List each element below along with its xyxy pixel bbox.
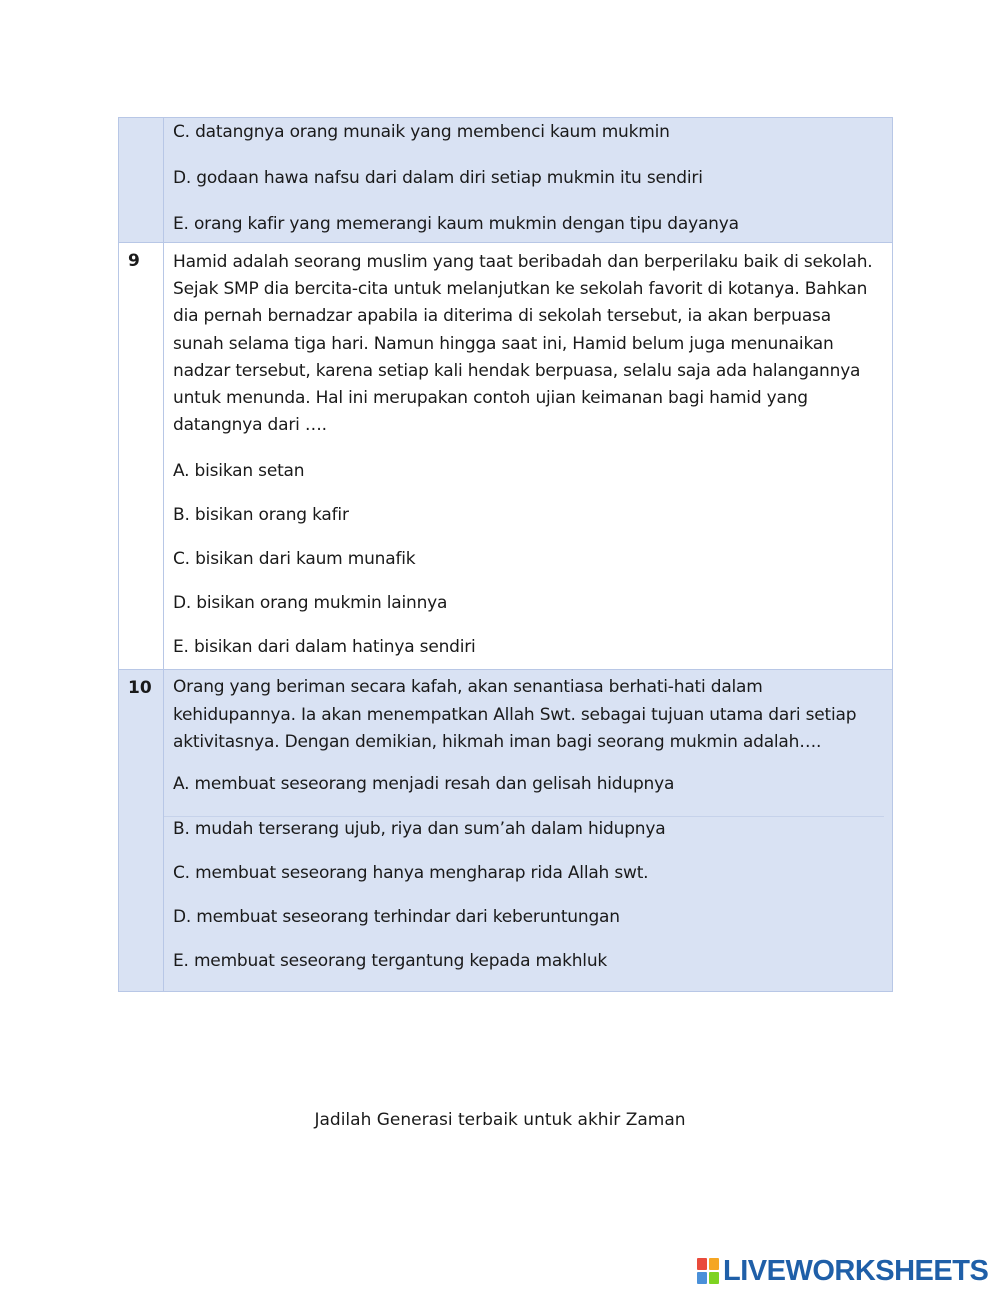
option-a[interactable]: A. bisikan setan xyxy=(173,461,305,482)
logo-block-icon xyxy=(709,1272,719,1284)
brand-name: LIVEWORKSHEETS xyxy=(723,1254,989,1287)
brand-logo[interactable] xyxy=(697,1256,988,1286)
option-d[interactable]: D. bisikan orang mukmin lainnya xyxy=(173,593,448,614)
question-content-cell xyxy=(164,243,893,670)
question-table xyxy=(118,117,893,992)
option-e[interactable]: E. bisikan dari dalam hatinya sendiri xyxy=(173,637,476,658)
question-number-cell xyxy=(119,670,164,992)
option-c[interactable]: C. datangnya orang munaik yang membenci kaum mukmin xyxy=(173,122,670,142)
question-stem: Hamid adalah seorang muslim yang taat beribadah dan berperilaku baik di sekolah. Sejak SMP dia bercita-cita untuk melanjutkan ke sekolah favorit di kotanya. Bahkan dia pernah bernadzar apabila ia diterima di sekolah tersebut, ia akan berpuasa sunah selama tiga hari. Namun hingga saat ini, Hamid belum juga menunaikan nadzar tersebut, karena setiap kali hendak berpuasa, selalu saja ada halangannya untuk menunda. Hal ini merupakan contoh ujian keimanan bagi hamid yang datangnya dari …. xyxy=(173,252,873,436)
option-a[interactable]: A. membuat seseorang menjadi resah dan gelisah hidupnya xyxy=(173,774,675,795)
liveworksheets-icon xyxy=(697,1258,719,1284)
option-c[interactable]: C. membuat seseorang hanya mengharap rida Allah swt. xyxy=(173,863,649,884)
option-d[interactable]: D. godaan hawa nafsu dari dalam diri setiap mukmin itu sendiri xyxy=(173,168,703,188)
question-number: 10 xyxy=(128,678,152,699)
question-content-cell xyxy=(164,670,893,992)
question-number-cell xyxy=(119,243,164,670)
question-row-9 xyxy=(119,243,893,670)
question-stem: Orang yang beriman secara kafah, akan senantiasa berhati-hati dalam kehidupannya. Ia akan menempatkan Allah Swt. sebagai tujuan utama dari setiap aktivitasnya. Dengan demikian, hikmah iman bagi seorang mukmin adalah…. xyxy=(173,677,857,752)
question-row-10 xyxy=(119,670,893,992)
option-b[interactable]: B. mudah terserang ujub, riya dan sum’ah dalam hidupnya xyxy=(173,819,666,840)
question-number xyxy=(119,118,163,126)
logo-block-icon xyxy=(697,1258,707,1270)
question-number-cell xyxy=(119,118,164,243)
option-e[interactable]: E. membuat seseorang tergantung kepada makhluk xyxy=(173,951,608,972)
logo-block-icon xyxy=(709,1258,719,1270)
question-row-8-continued xyxy=(119,118,893,243)
question-content-cell xyxy=(164,118,893,243)
logo-block-icon xyxy=(697,1272,707,1284)
footer-motto: Jadilah Generasi terbaik untuk akhir Zaman xyxy=(314,1110,686,1130)
option-d[interactable]: D. membuat seseorang terhindar dari keberuntungan xyxy=(173,907,620,928)
question-number: 9 xyxy=(128,251,140,271)
option-c[interactable]: C. bisikan dari kaum munafik xyxy=(173,549,416,570)
option-b[interactable]: B. bisikan orang kafir xyxy=(173,505,349,526)
option-e[interactable]: E. orang kafir yang memerangi kaum mukmin dengan tipu dayanya xyxy=(173,214,739,234)
